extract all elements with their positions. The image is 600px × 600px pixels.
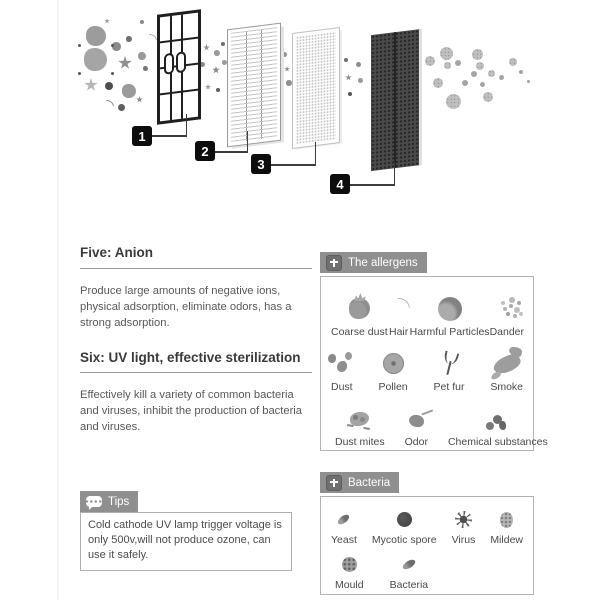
pet-fur-iconbox [440,351,458,377]
bacteria-item [452,510,476,546]
bacteria-badge [320,472,399,493]
dust-mites-icon [350,412,369,426]
chemical-substances-iconbox [493,406,502,432]
allergens-item [410,296,490,338]
clean-particle-icon [488,70,495,77]
dirty-particle-icon [358,78,363,83]
speech-bubble-icon [86,496,102,507]
dirty-particle-icon [84,48,107,71]
pollen-label: Pollen [378,380,408,393]
clean-particle-icon [480,82,485,87]
section-body-anion: Produce large amounts of negative ions, physical adsorption, eliminate odors, has a strong adsorption. [80,284,292,329]
dirty-particle-icon [111,72,114,75]
bacteria-row [321,546,533,591]
bacteria-item [335,555,364,591]
dirty-particle-icon [345,74,352,81]
allergens-item [448,406,548,448]
chemical-substances-label: Chemical substances [447,435,548,448]
dust-iconbox [337,351,347,377]
connector-line-4v [394,162,396,185]
mildew-label: Mildew [490,533,523,546]
dirty-particle-icon [143,66,148,71]
dirty-particle-icon [344,58,348,62]
hair-label: Hair [388,325,409,338]
clean-particle-icon [472,49,483,60]
smoke-icon [491,352,522,375]
dirty-particle-icon [84,78,98,92]
filter-label-1: 1 [132,126,152,146]
heading-underline [80,268,312,269]
dirty-particle-icon [111,44,114,47]
tips-badge [80,491,138,512]
connector-line-3v [315,142,317,165]
pre-filter-grid-icon [157,9,201,124]
hepa-filter-icon [227,23,281,148]
allergens-item [388,296,410,338]
bacteria-item [331,510,357,546]
bacteria-panel-title: Bacteria [348,476,391,489]
connector-line-2 [215,151,248,153]
mycotic-spore-icon [397,512,412,527]
yeast-label: Yeast [331,533,357,546]
connector-line-3 [271,164,316,166]
harmful-particles-icon [438,297,462,321]
carbon-filter-icon [371,29,422,171]
section-body-uv: Effectively kill a variety of common bacteria and viruses, inhibit the production of bacteria and viruses. [80,389,303,434]
odor-icon [408,414,425,428]
filter-label-2: 2 [195,141,215,161]
chemical-substances-icon [493,415,502,424]
allergens-row [321,393,548,448]
allergens-item [405,406,428,448]
dirty-particle-icon [122,84,136,98]
connector-line-1 [152,135,187,137]
dirty-particle-icon [214,50,220,56]
description-column [80,245,312,436]
harmful-particles-iconbox [438,296,462,322]
clean-particle-icon [476,62,484,70]
allergens-item [378,351,407,393]
allergens-panel-title: The allergens [348,256,418,269]
bacteria-item [390,555,429,591]
mould-iconbox [342,555,357,575]
bacteria-item [490,510,523,546]
odor-iconbox [409,406,424,432]
dirty-particle-icon [140,20,144,24]
dirty-particle-icon [282,52,287,57]
tips-block [80,491,292,571]
fine-mesh-filter-icon [292,27,340,149]
section-heading-anion: Five: Anion [80,245,153,260]
clean-particle-icon [499,75,504,80]
dirty-particle-icon [118,56,132,70]
connector-line-1v [186,114,188,137]
clean-particle-icon [471,71,477,77]
bacteria-label: Bacteria [389,578,429,591]
clean-particle-icon [483,92,493,102]
coarse-dust-label: Coarse dust [331,325,388,338]
allergens-item [331,296,388,338]
plus-icon [326,475,342,491]
bacteria-panel [320,472,534,595]
heading-underline [80,372,312,373]
tips-badge-label: Tips [108,495,130,508]
allergens-item [335,406,385,448]
pollen-icon [383,353,404,374]
allergens-panel-body [320,276,548,451]
connector-line-4 [350,184,395,186]
coarse-dust-icon [349,298,370,319]
mycotic-spore-iconbox [397,510,412,530]
bacteria-item [372,510,437,546]
dirty-particle-icon [284,66,290,72]
dust-mites-iconbox [350,406,369,432]
clean-particle-icon [446,94,461,109]
smoke-iconbox [493,351,521,377]
dirty-particle-icon [78,44,81,47]
allergens-item [490,351,523,393]
yeast-icon [337,513,352,527]
clean-particle-icon [433,78,443,88]
dirty-particle-icon [216,88,220,92]
dirty-particle-icon [78,72,81,75]
dust-mites-label: Dust mites [335,435,385,448]
dirty-particle-icon [104,18,110,24]
dirty-particle-icon [97,97,117,117]
dander-label: Dander [489,325,525,338]
filter-label-3: 3 [251,154,271,174]
connector-line-2v [247,131,249,152]
dirty-particle-icon [118,104,125,111]
bacteria-panel-body [320,496,534,595]
bacteria-icon [401,558,417,571]
pet-fur-icon [440,352,458,376]
dirty-particle-icon [126,36,132,42]
dander-icon [503,307,507,311]
dirty-particle-icon [205,84,211,90]
mould-label: Mould [335,578,364,591]
pet-fur-label: Pet fur [433,380,465,393]
dirty-particle-icon [136,96,143,103]
clean-particle-icon [440,47,453,60]
mildew-iconbox [500,510,513,530]
smoke-label: Smoke [490,380,523,393]
hair-iconbox [388,296,410,322]
dirty-particle-icon [212,66,220,74]
allergens-row [321,338,533,393]
dirty-particle-icon [203,44,210,51]
allergens-item [434,351,465,393]
bacteria-iconbox [402,555,416,575]
yeast-iconbox [337,510,350,530]
virus-icon [455,511,472,528]
allergens-row [321,283,533,338]
virus-iconbox [455,510,472,530]
dust-icon [337,361,347,372]
clean-particle-icon [455,60,461,66]
clean-particle-icon [444,62,451,69]
odor-label: Odor [404,435,428,448]
coarse-dust-iconbox [349,296,370,322]
dirty-particle-icon [221,42,225,46]
allergens-item [331,351,353,393]
clean-particle-icon [509,58,517,66]
virus-label: Virus [451,533,476,546]
allergens-item [490,296,524,338]
filter-stages-diagram [0,0,600,210]
dirty-particle-icon [348,92,352,96]
harmful-particles-label: Harmful Particles [409,325,490,338]
dirty-particle-icon [86,26,106,46]
filter-label-4: 4 [330,174,350,194]
clean-particle-icon [425,56,435,66]
mycotic-spore-label: Mycotic spore [371,533,437,546]
clean-particle-icon [462,80,468,86]
allergens-panel [320,252,548,451]
mould-icon [342,557,357,572]
dirty-particle-icon [356,62,361,67]
bacteria-row [321,501,533,546]
mildew-icon [500,512,513,528]
dirty-particle-icon [138,52,146,60]
dirty-particle-icon [105,82,113,90]
dust-label: Dust [331,380,353,393]
tips-text-box: Cold cathode UV lamp trigger voltage is only 500v,will not produce ozone, can use it safely. [80,512,292,571]
section-heading-uv: Six: UV light, effective sterilization [80,349,301,365]
clean-particle-icon [527,80,530,83]
plus-icon [326,255,342,271]
allergens-badge [320,252,427,273]
clean-particle-icon [519,70,523,74]
pollen-iconbox [383,351,404,377]
